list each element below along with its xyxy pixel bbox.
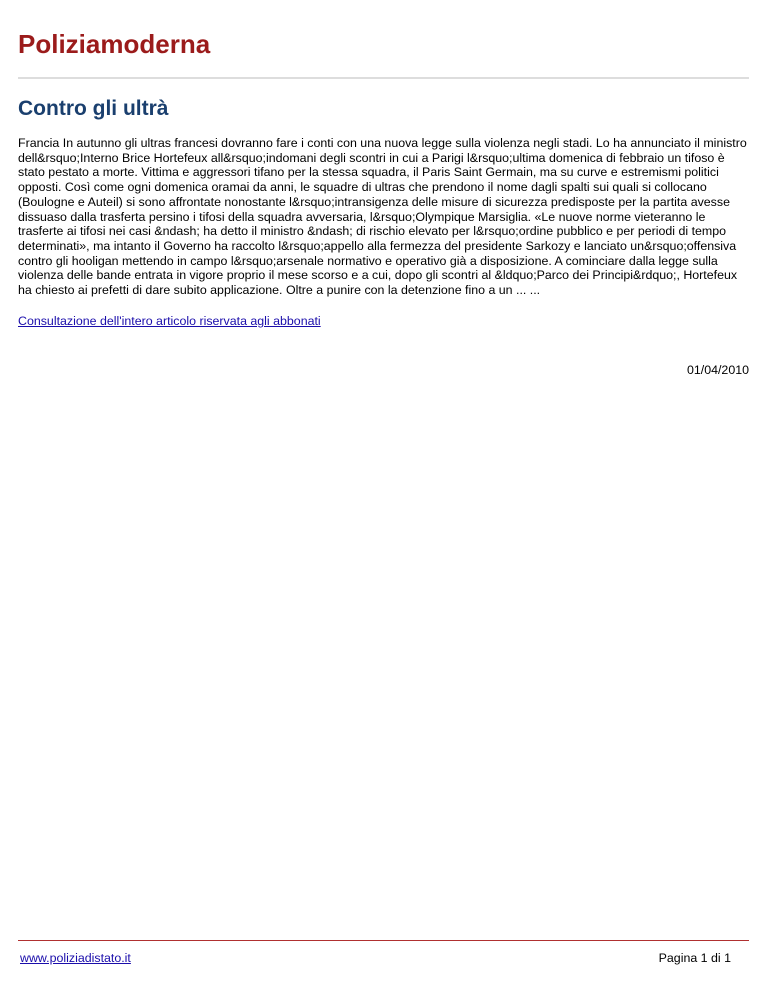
site-title: Poliziamoderna bbox=[18, 29, 211, 59]
article-body: Francia In autunno gli ultras francesi dovranno fare i conti con una nuova legge sulla violenza negli stadi. Lo ha annunciato il ministro dell&rsquo;Interno Brice Hortefeux all&rsquo;indomani degli scontri in cui a Parigi l&rsquo;ultima domenica di febbraio un tifoso è stato pestato a morte. Vittima e aggressori tifano per la stessa squadra, il Paris Saint Germain, ma su curve e estremismi politici opposti. Così come ogni domenica oramai da anni, le squadre di ultras che prendono il nome dagli spalti sui quali si collocano (Boulogne e Auteil) si sono affrontate nonostante l&rsquo;intransigenza delle misure di sicurezza predisposte per la partita avesse dissuaso dalla trasferta persino i tifosi della squadra avversaria, l&rsquo;Olympique Marsiglia. «Le nuove norme vieteranno le trasferte ai tifosi nei casi &ndash; ha detto il ministro &ndash; di rischio elevato per l&rsquo;ordine pubblico e per periodi di tempo determinati», ma intanto il Governo ha raccolto l&rsquo;appello alla fermezza del presidente Sarkozy e lanciato un&rsquo;offensiva contro gli hooligan mettendo in campo l&rsquo;arsenale normativo e operativo già a disposizione. A cominciare dalla legge sulla violenza delle bande entrata in vigore proprio il mese scorso e a cui, dopo gli scontri al &ldquo;Parco dei Principi&rdquo;, Hortefeux ha chiesto ai prefetti di dare subito applicazione. Oltre a punire con la detenzione fino a un ... ... bbox=[18, 136, 747, 298]
header-divider bbox=[18, 77, 749, 79]
article-title: Contro gli ultrà bbox=[18, 97, 169, 120]
footer-divider bbox=[18, 940, 749, 941]
page-indicator: Pagina 1 di 1 bbox=[658, 951, 731, 965]
footer-site-link[interactable]: www.poliziadistato.it bbox=[20, 951, 131, 965]
subscriber-only-link[interactable]: Consultazione dell'intero articolo riservata agli abbonati bbox=[18, 314, 321, 328]
article-date: 01/04/2010 bbox=[686, 363, 749, 377]
